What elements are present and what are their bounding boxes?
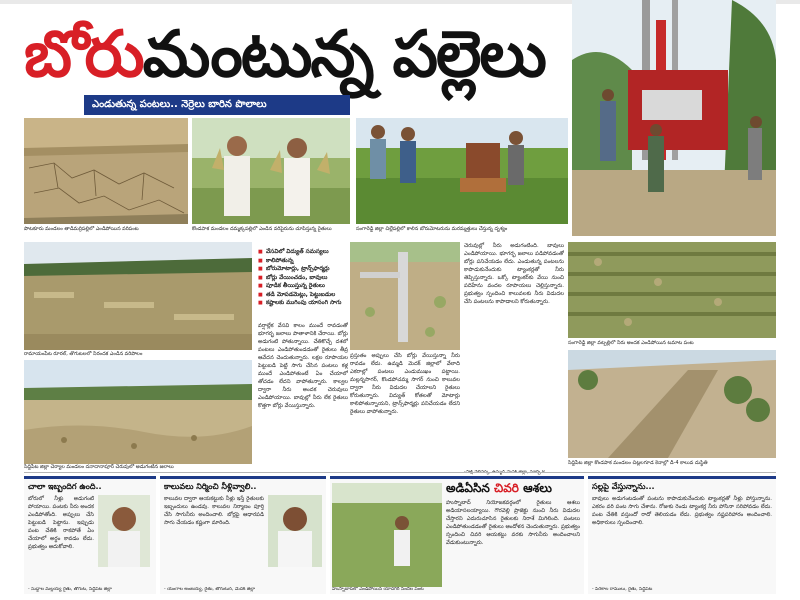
feature-title-red: చివరి	[494, 481, 519, 495]
quote-box-signature: - సుద్దాల మల్లయ్య రైతు, తొగుట, సిద్దిపేట జిల్లా	[28, 587, 112, 592]
farmer-portrait	[268, 495, 322, 567]
headline-black-words: మంటున్న పల్లెలు	[142, 18, 545, 92]
quote-box-body: కాలువల ద్వారా ఆయకట్టుకు నీళ్లు ఇస్తే రైతులకు ఇబ్బందులు ఉండవు. కాలువల నిర్మాణం పూర్తి చేసి సాగునీరు అందించాలి. బోర్లపై ఆధారపడి సాగు చేయడం కష్టంగా మారింది.	[164, 496, 264, 526]
photo-caption: సంగారెడ్డి జిల్లా వట్పల్లిలో నీరు అందక ఎండిపోయిన టమాట పంట	[568, 340, 694, 346]
body-column-2: ప్రస్తుతం అప్పులు చేసి బోర్లు వేయిస్తున్నా నీరు రావడం లేదు. ఉమ్మడి మెదక్ జిల్లాలో వేలాది ఎకరాల్లో పంటలు ఎండుముఖం పట్టాయి. మల్లన్నసాగర్, కొండపోచమ్మ సాగర్ నుంచి కాలువల ద్వారా నీరు విడుదల చేయాలని రైతులు కోరుతున్నారు. విద్యుత్ కోతలతో మోటార్లు కాలిపోతున్నాయని, ట్రాన్స్‌ఫార్మర్లు పనిచేయడం లేదని రైతులు వాపోతున్నారు.	[350, 353, 460, 415]
highlights-list	[258, 248, 346, 308]
highlight-item: ■ కాలిపోతున్న	[258, 257, 346, 266]
photo-motor-repair	[356, 118, 568, 224]
photo-caption: సంగారెడ్డి జిల్లా చిల్లేపల్లిలో కాలిన బోరుమోటరును మరమ్మత్తులు చేస్తున్న దృశ్యం	[356, 226, 508, 232]
photo-dry-field	[24, 118, 188, 224]
quote-box-signature: - యంగాల అంజయ్య, రైతు, తొగుటుర్, మెదక్ జిల్లా	[164, 587, 256, 592]
highlight-item: ■ తడి మోపడమెట్లు, పెట్టుబడుల	[258, 291, 346, 300]
feature-caption: హుస్నాబాద్‌లో ఎండిపోయిన యాదగిరి సిందెల పంట	[332, 587, 424, 592]
feature-title-pre: అడిఏసిన	[446, 481, 495, 495]
quote-box-title: సల్లపై వేస్తున్నాను...	[592, 482, 655, 491]
photo-farmers	[192, 118, 350, 224]
headline	[24, 14, 545, 96]
section-divider	[24, 472, 776, 473]
quote-box-body: బావులు అడుగంటడంతో పంటను కాపాడుకునేందుకు ట్యాంకర్లతో నీళ్లు పోస్తున్నాను. ఎకరం వరి పంట సాగు చేశాను. రోజుకు రెండు ట్యాంకర్ల నీరు పోసినా సరిపోవడం లేదు. పంట చేతికి వస్తుందో రాదో తెలియడం లేదు. ప్రభుత్వం నష్టపరిహారం అందించాలి. అధికారులు స్పందించాలి.	[592, 496, 772, 526]
photo-dry-paddy	[24, 242, 252, 350]
photo-borewell-rig	[572, 0, 776, 236]
body-column-1: వర్షాల్లేక వేసవి కాలం ముందే రావడంతో భూగర్భ జలాలు పాతాళానికి చేరాయి. బోర్లు అడుగంటి పోతున్నాయి. చేతికొచ్చే దశలో పంటలు ఎండిపోతుండడంతో రైతులు తీవ్ర ఆవేదన చెందుతున్నారు. లక్షల రూపాయల పెట్టుబడి పెట్టి సాగు చేసిన పంటలు కళ్ల ముందే ఎండిపోతుంటే ఏం చేయాలో తోచడం లేదని వాపోతున్నారు. కాల్వల ద్వారా నీరు అందక చెరువులు ఎండిపోయాయి. బావుల్లో నీరు లేక రైతులు కొత్తగా బోర్లు వేయిస్తున్నారు.	[258, 323, 348, 409]
feature-box	[330, 476, 584, 594]
highlight-item: ■ పూడిక తీయిస్తున్న రైతులు	[258, 282, 346, 291]
photo-pipe	[350, 242, 460, 350]
highlight-item: ■ కష్టాలకు ముగింపు యాసంగి సాగు	[258, 299, 346, 308]
photo-tomato-crop	[568, 242, 776, 338]
subhead-text: ఎండుతున్న పంటలు.. నెర్రెలు బారిన పొలాలు	[92, 99, 267, 110]
quote-box-1	[24, 476, 156, 594]
highlight-item: ■ బోరుమోటార్లు, ట్రాన్స్‌ఫార్మర్లు	[258, 265, 346, 274]
photo-caption: సిద్దిపేట జిల్లా చెర్యాల మండలం దనాదానాపూర్ చెరువులో అడుగంటిన జలాలు	[24, 464, 174, 470]
quote-box-signature: - పిరకాల రాములు, రైతు, సిద్దిపేట	[592, 587, 653, 592]
quote-box-title: చాలా ఇబ్బందిగ ఉంది..	[28, 482, 102, 491]
body-column-3: చెరువుల్లో నీరు అడుగంటింది. బావులు ఎండిపోయాయి. భూగర్భ జలాలు పడిపోవడంతో బోర్లు పనిచేయడం లేదు. ఎండుతున్న పంటలను కాపాడుకునేందుకు ట్యాంకర్లతో నీరు తెప్పిస్తున్నారు. ఒక్కో ట్యాంకర్‌కు వేయి నుంచి పదిహేను వందల రూపాయలు చెల్లిస్తున్నారు. ప్రభుత్వం స్పందించి కాలువలకు నీరు విడుదల చేసి పంటలను కాపాడాలని కోరుతున్నారు.	[464, 243, 564, 305]
subhead-banner	[84, 95, 350, 115]
farmer-portrait	[98, 495, 150, 567]
photo-caption: పొటకూరు మండలం తాడిమర్రిపల్లిలో ఎండిపోయిన వరిపంట	[24, 226, 139, 232]
feature-body: హుస్నాబాద్ నియోజకవర్గంలో రైతులు ఆశలు అడియాసలయ్యాయి. గౌరవెల్లి ప్రాజెక్టు నుంచి నీరు విడుదల చేస్తారని ఎదురుచూసిన రైతులకు నిరాశే మిగిలింది. పంటలు ఎండిపోతుండడంతో రైతులు ఆందోళన చెందుతున్నారు. ప్రభుత్వం స్పందించి చివరి ఆయకట్టు వరకు సాగునీరు అందించాలని వేడుకుంటున్నారు.	[446, 500, 580, 546]
feature-title	[446, 481, 552, 497]
quote-box-body: బోరులో నీళ్లు అడుగంటి పోయాయి. పంటకు నీరు అందక ఎండిపోతోంది. అప్పులు చేసి పెట్టుబడి పెట్టాను. ఇప్పుడు పంట చేతికి రాకపోతే ఏం చేయాలో అర్థం కావడం లేదు. ప్రభుత్వం ఆదుకోవాలి.	[28, 496, 94, 550]
quote-box-2	[160, 476, 326, 594]
photo-canal	[568, 350, 776, 458]
quote-box-title: కాలువలు నిర్మించి నీళ్లివ్వాలి..	[164, 482, 257, 491]
photo-dry-lake	[24, 360, 252, 464]
photo-caption: సిద్దిపేట జిల్లా కొండపాక మండలం చిట్లలగూడ కెనాల్లో డీ-4 కాలువ దుస్థితి	[568, 460, 708, 466]
feature-title-post: ఆశలు	[518, 481, 552, 495]
quote-box-4	[588, 476, 776, 594]
headline-red-word: బోరు	[24, 18, 143, 92]
photo-caption: కొండపాక మండలం దమ్మక్కపల్లిలో ఎండిన వరిపైరును చూపిస్తున్న రైతులు	[192, 226, 332, 232]
highlight-item: ■ వేసవిలో విద్యుత్ సమస్యలు	[258, 248, 346, 257]
highlight-item: ■ బోర్లు వేయించడం, బావులు	[258, 274, 346, 283]
photo-farmer-field	[332, 483, 442, 587]
photo-caption: రామాయంపేట రూరల్, తొగుటలలో నీరందక ఎండిన వరిపొలం	[24, 351, 143, 357]
